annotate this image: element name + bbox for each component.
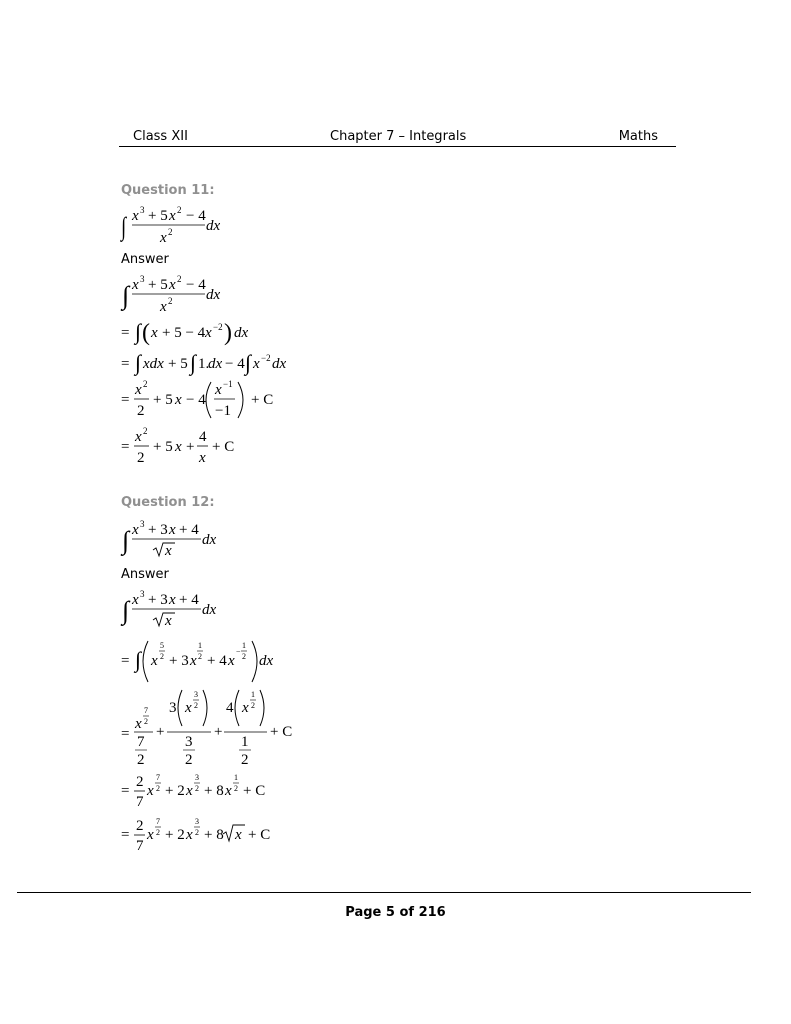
- question-12-label: Question 12:: [121, 495, 215, 510]
- svg-text:x: x: [186, 827, 193, 843]
- svg-text:2: 2: [137, 752, 145, 768]
- svg-text:− 4: − 4: [186, 392, 206, 408]
- svg-text:3: 3: [140, 205, 145, 215]
- svg-text:∫: ∫: [135, 350, 142, 375]
- svg-text:x: x: [215, 382, 222, 398]
- svg-text:− 4: − 4: [225, 356, 245, 372]
- svg-text:+ 4: + 4: [207, 653, 227, 669]
- svg-text:1: 1: [234, 773, 238, 782]
- svg-text:x: x: [242, 700, 249, 716]
- svg-text:+ 5: + 5: [168, 356, 188, 372]
- svg-text:+ C: + C: [251, 392, 274, 408]
- svg-text:x: x: [165, 613, 172, 629]
- svg-text:=: =: [121, 392, 130, 408]
- q12-step-3: [119, 770, 289, 812]
- svg-text:x: x: [147, 783, 154, 799]
- svg-text:3: 3: [140, 274, 145, 284]
- svg-text:− 4: − 4: [186, 208, 206, 224]
- q11-restate: [119, 273, 239, 315]
- svg-text:): ): [224, 320, 232, 346]
- svg-text:+: +: [186, 439, 195, 455]
- svg-text:dx: dx: [208, 356, 223, 372]
- svg-text:4: 4: [226, 700, 234, 716]
- svg-text:+ 8: + 8: [204, 783, 224, 799]
- svg-text:2: 2: [177, 205, 182, 215]
- svg-text:=: =: [121, 783, 130, 799]
- svg-text:−2: −2: [213, 322, 223, 332]
- q12-answer-label: Answer: [121, 567, 169, 582]
- svg-text:x: x: [205, 325, 212, 341]
- q11-answer-label: Answer: [121, 252, 169, 267]
- svg-text:∫: ∫: [135, 647, 142, 672]
- svg-text:+ 3: + 3: [148, 522, 168, 538]
- svg-text:x: x: [160, 230, 167, 246]
- svg-text:x: x: [151, 325, 158, 341]
- q11-step-3: [119, 378, 279, 422]
- svg-text:x: x: [135, 716, 142, 732]
- svg-text:dx: dx: [259, 653, 274, 669]
- svg-text:dx: dx: [206, 218, 221, 234]
- svg-text:1: 1: [198, 641, 202, 650]
- svg-text:=: =: [121, 827, 130, 843]
- svg-text:=: =: [121, 726, 130, 742]
- svg-text:+: +: [214, 724, 223, 740]
- svg-text:(: (: [142, 320, 150, 346]
- svg-text:x: x: [186, 783, 193, 799]
- svg-text:x: x: [151, 653, 158, 669]
- svg-text:+ 5: + 5: [153, 392, 173, 408]
- svg-text:2: 2: [251, 701, 255, 710]
- svg-text:+ 5 − 4: + 5 − 4: [162, 325, 206, 341]
- svg-text:x: x: [132, 522, 139, 538]
- svg-text:2: 2: [168, 227, 173, 237]
- svg-text:2: 2: [156, 828, 160, 837]
- page-number: Page 5 of 216: [345, 905, 446, 920]
- svg-text:∫: ∫: [245, 350, 252, 375]
- question-11-label: Question 11:: [121, 183, 215, 198]
- svg-text:2: 2: [242, 652, 246, 661]
- svg-text:2: 2: [156, 784, 160, 793]
- svg-text:x: x: [199, 450, 206, 466]
- svg-text:2: 2: [194, 701, 198, 710]
- svg-text:∫: ∫: [122, 526, 130, 555]
- svg-text:7: 7: [156, 817, 160, 826]
- page-header: [119, 128, 676, 147]
- svg-text:−1: −1: [223, 379, 233, 389]
- svg-text:7: 7: [144, 706, 148, 715]
- svg-text:x: x: [253, 356, 260, 372]
- svg-text:+: +: [156, 724, 165, 740]
- svg-text:+ 4: + 4: [179, 522, 199, 538]
- svg-text:1: 1: [241, 734, 249, 750]
- q12-step-1: [119, 636, 289, 686]
- header-class: Class XII: [133, 129, 188, 144]
- svg-text:=: =: [121, 653, 130, 669]
- svg-text:+ C: + C: [248, 827, 271, 843]
- q11-problem: [119, 204, 239, 246]
- svg-text:∫: ∫: [121, 211, 127, 241]
- svg-text:7: 7: [136, 838, 144, 854]
- svg-text:2: 2: [160, 652, 164, 661]
- svg-text:+ 5: + 5: [148, 208, 168, 224]
- q11-step-4: [119, 425, 259, 469]
- svg-text:x: x: [165, 543, 172, 559]
- q12-problem: [119, 518, 239, 560]
- svg-text:5: 5: [160, 641, 164, 650]
- svg-text:x: x: [169, 208, 176, 224]
- svg-text:2: 2: [143, 379, 148, 389]
- svg-text:7: 7: [156, 773, 160, 782]
- svg-text:−2: −2: [261, 353, 271, 363]
- svg-text:+ 4: + 4: [179, 592, 199, 608]
- svg-text:∫: ∫: [135, 319, 142, 344]
- svg-text:+ 2: + 2: [165, 827, 185, 843]
- svg-text:dx: dx: [202, 602, 217, 618]
- svg-text:2: 2: [234, 784, 238, 793]
- svg-text:−1: −1: [215, 403, 231, 419]
- svg-text:xdx: xdx: [143, 356, 164, 372]
- svg-text:x: x: [132, 592, 139, 608]
- svg-text:3: 3: [140, 589, 145, 599]
- svg-text:=: =: [121, 356, 130, 372]
- svg-text:2: 2: [143, 426, 148, 436]
- svg-text:2: 2: [198, 652, 202, 661]
- svg-text:+ C: + C: [212, 439, 235, 455]
- svg-text:=: =: [121, 325, 130, 341]
- svg-text:dx: dx: [272, 356, 287, 372]
- svg-text:2: 2: [185, 752, 193, 768]
- q11-step-1: [119, 318, 279, 348]
- svg-text:2: 2: [168, 296, 173, 306]
- svg-text:7: 7: [137, 734, 145, 750]
- svg-text:− 4: − 4: [186, 277, 206, 293]
- svg-text:=: =: [121, 439, 130, 455]
- svg-text:x: x: [225, 783, 232, 799]
- svg-text:x: x: [235, 827, 242, 843]
- svg-text:3: 3: [195, 773, 199, 782]
- header-subject: Maths: [618, 129, 658, 144]
- svg-text:−: −: [236, 647, 241, 656]
- svg-text:4: 4: [199, 429, 207, 445]
- svg-text:2: 2: [137, 450, 145, 466]
- svg-text:3: 3: [195, 817, 199, 826]
- svg-text:x: x: [169, 522, 176, 538]
- svg-text:3: 3: [169, 700, 177, 716]
- svg-text:x: x: [175, 392, 182, 408]
- svg-text:1: 1: [242, 641, 246, 650]
- svg-text:2: 2: [136, 818, 144, 834]
- svg-text:dx: dx: [202, 532, 217, 548]
- svg-text:1.: 1.: [198, 356, 210, 372]
- svg-text:+ C: + C: [243, 783, 266, 799]
- svg-text:∫: ∫: [190, 350, 197, 375]
- svg-text:x: x: [132, 208, 139, 224]
- q12-step-4: [119, 814, 289, 856]
- svg-text:3: 3: [140, 519, 145, 529]
- svg-text:2: 2: [136, 774, 144, 790]
- svg-text:+ 5: + 5: [153, 439, 173, 455]
- svg-text:2: 2: [241, 752, 249, 768]
- svg-text:+ 8: + 8: [204, 827, 224, 843]
- svg-text:+ 3: + 3: [148, 592, 168, 608]
- header-chapter: Chapter 7 – Integrals: [330, 129, 467, 144]
- svg-text:2: 2: [137, 403, 145, 419]
- svg-text:x: x: [169, 277, 176, 293]
- svg-text:3: 3: [185, 734, 193, 750]
- svg-text:x: x: [175, 439, 182, 455]
- svg-text:1: 1: [251, 690, 255, 699]
- svg-text:7: 7: [136, 794, 144, 810]
- svg-text:x: x: [169, 592, 176, 608]
- svg-text:x: x: [190, 653, 197, 669]
- svg-text:x: x: [132, 277, 139, 293]
- q12-restate: [119, 588, 239, 630]
- svg-text:+ C: + C: [270, 724, 293, 740]
- svg-text:∫: ∫: [122, 281, 130, 310]
- svg-text:2: 2: [195, 784, 199, 793]
- svg-text:2: 2: [177, 274, 182, 284]
- svg-text:x: x: [228, 653, 235, 669]
- svg-text:+ 3: + 3: [169, 653, 189, 669]
- svg-text:x: x: [160, 299, 167, 315]
- svg-text:3: 3: [194, 690, 198, 699]
- svg-text:∫: ∫: [122, 596, 130, 625]
- svg-text:dx: dx: [206, 287, 221, 303]
- svg-text:dx: dx: [234, 325, 249, 341]
- svg-text:2: 2: [195, 828, 199, 837]
- svg-text:x: x: [147, 827, 154, 843]
- q12-step-2: [119, 688, 299, 768]
- svg-text:+ 5: + 5: [148, 277, 168, 293]
- svg-text:x: x: [135, 382, 142, 398]
- q11-step-2: [119, 350, 299, 378]
- svg-text:x: x: [185, 700, 192, 716]
- footer-divider: [17, 892, 751, 893]
- svg-text:2: 2: [144, 717, 148, 726]
- svg-text:+ 2: + 2: [165, 783, 185, 799]
- svg-text:x: x: [135, 429, 142, 445]
